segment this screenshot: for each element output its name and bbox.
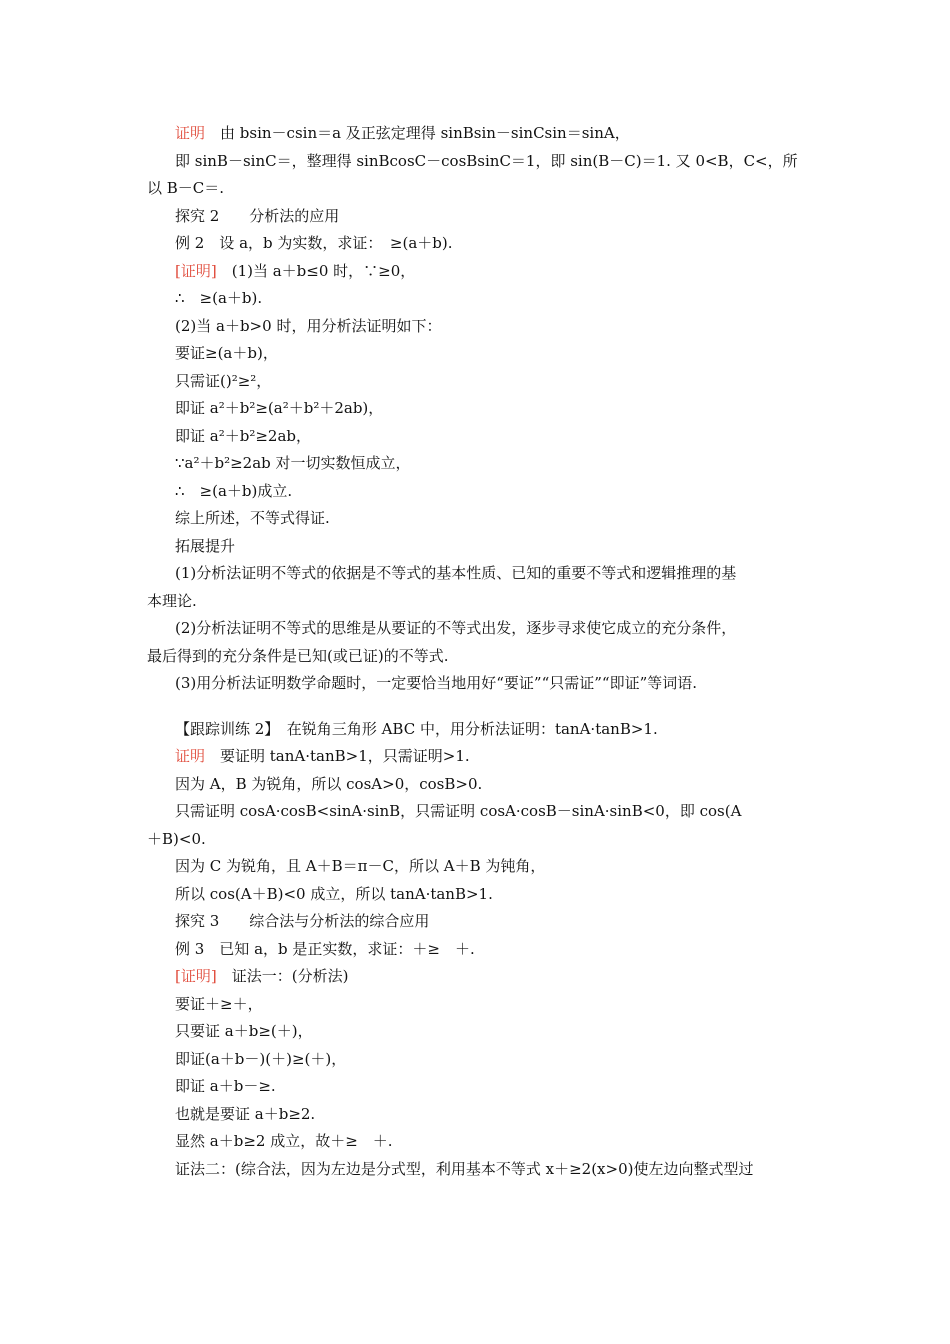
text-line xyxy=(175,560,815,588)
text-line xyxy=(147,826,815,854)
text-line xyxy=(147,643,815,671)
text-line xyxy=(175,203,815,231)
text-segment: 显然 a＋b≥2 成立，故＋≥ ＋. xyxy=(175,1132,393,1150)
text-segment: 以 B－C＝. xyxy=(147,179,225,197)
text-segment: (2)当 a＋b>0 时，用分析法证明如下： xyxy=(175,316,442,335)
text-segment: 要证＋≥＋， xyxy=(175,994,263,1013)
text-segment: 即 sinB－sinC＝，整理得 sinBcosC－cosBsinC＝1，即 sin(B－C)＝1. 又 0<B，C<，所 xyxy=(175,151,798,170)
text-segment: 即证 a²＋b²≥2ab， xyxy=(175,426,311,445)
text-line xyxy=(175,853,815,881)
text-segment: 即证(a＋b－)(＋)≥(＋)， xyxy=(175,1049,347,1068)
text-segment: 【跟踪训练 2】 在锐角三角形 ABC 中，用分析法证明：tanA·tanB>1. xyxy=(175,719,658,738)
text-line xyxy=(175,991,815,1019)
text-line xyxy=(175,1046,815,1074)
text-segment: 所以 cos(A＋B)<0 成立，所以 tanA·tanB>1. xyxy=(175,884,493,903)
text-segment: 例 2 设 a，b 为实数，求证： ≥(a＋b). xyxy=(175,234,453,252)
text-segment: 本理论. xyxy=(147,591,197,610)
text-segment: ∵a²＋b²≥2ab 对一切实数恒成立， xyxy=(175,454,411,472)
text-segment: 最后得到的充分条件是已知(或已证)的不等式. xyxy=(147,646,449,665)
text-line xyxy=(147,175,815,203)
text-segment: 要证明 tanA·tanB>1，只需证明>1. xyxy=(205,747,470,765)
text-segment: 也就是要证 a＋b≥2. xyxy=(175,1104,316,1123)
text-segment: 因为 C 为锐角，且 A＋B＝π－C，所以 A＋B 为钝角， xyxy=(175,857,546,875)
text-line xyxy=(175,450,815,478)
text-line xyxy=(175,340,815,368)
text-line xyxy=(175,1156,815,1184)
text-line xyxy=(175,478,815,506)
text-line xyxy=(147,588,815,616)
proof-label: 证明 xyxy=(175,124,206,142)
text-segment: ＋B)<0. xyxy=(147,829,206,848)
text-line xyxy=(175,936,815,964)
text-segment: 由 bsin－csin＝a 及正弦定理得 sinBsin－sinCsin＝sinA， xyxy=(205,124,630,142)
proof-label: [证明] xyxy=(175,967,217,985)
text-line xyxy=(175,395,815,423)
text-segment: 因为 A，B 为锐角，所以 cosA>0，cosB>0. xyxy=(175,774,483,793)
proof-label: [证明] xyxy=(175,261,217,280)
text-segment: (2)分析法证明不等式的思维是从要证的不等式出发，逐步寻求使它成立的充分条件， xyxy=(175,619,737,637)
text-segment: 只要证 a＋b≥(＋)， xyxy=(175,1022,313,1040)
text-line xyxy=(175,258,815,286)
text-line xyxy=(175,670,815,698)
text-line xyxy=(175,771,815,799)
text-line xyxy=(175,148,815,176)
text-line xyxy=(175,505,815,533)
text-segment: 只需证明 cosA·cosB<sinA·sinB，只需证明 cosA·cosB－sinA·sinB<0，即 cos(A xyxy=(175,802,742,820)
text-line xyxy=(175,533,815,561)
text-segment: 只需证()²≥²， xyxy=(175,371,272,390)
text-line xyxy=(175,615,815,643)
text-line xyxy=(175,963,815,991)
blank-gap xyxy=(175,698,815,716)
text-line xyxy=(175,1101,815,1129)
text-segment: 探究 2 分析法的应用 xyxy=(175,206,340,225)
text-line xyxy=(175,1128,815,1156)
text-line xyxy=(175,285,815,313)
text-line xyxy=(175,743,815,771)
text-segment: ∴ ≥(a＋b)成立. xyxy=(175,481,293,500)
text-segment: (3)用分析法证明数学命题时，一定要恰当地用好“要证”“只需证”“即证”等词语. xyxy=(175,674,698,692)
text-segment: (1)分析法证明不等式的依据是不等式的基本性质、已知的重要不等式和逻辑推理的基 xyxy=(175,564,737,582)
text-segment: ∴ ≥(a＋b). xyxy=(175,289,263,307)
text-line xyxy=(175,423,815,451)
text-segment: 例 3 已知 a，b 是正实数，求证：＋≥ ＋. xyxy=(175,939,475,958)
text-segment: 综上所述，不等式得证. xyxy=(175,509,330,527)
text-segment: 证法一：(分析法) xyxy=(216,967,349,985)
text-segment: (1)当 a＋b≤0 时，∵≥0， xyxy=(216,261,416,280)
text-line xyxy=(175,1018,815,1046)
text-line xyxy=(175,313,815,341)
text-segment: 即证 a²＋b²≥(a²＋b²＋2ab)， xyxy=(175,399,384,417)
text-line xyxy=(175,798,815,826)
text-line xyxy=(175,908,815,936)
text-line xyxy=(175,881,815,909)
text-line xyxy=(175,716,815,744)
text-line xyxy=(175,368,815,396)
document-body xyxy=(147,120,815,1183)
text-line xyxy=(175,230,815,258)
text-segment: 拓展提升 xyxy=(175,536,236,555)
text-segment: 探究 3 综合法与分析法的综合应用 xyxy=(175,912,430,930)
text-segment: 要证≥(a＋b)， xyxy=(175,344,278,362)
text-segment: 证法二：(综合法，因为左边是分式型，利用基本不等式 x＋≥2(x>0)使左边向整式型过 xyxy=(175,1159,754,1178)
text-line xyxy=(175,1073,815,1101)
text-segment: 即证 a＋b－≥. xyxy=(175,1077,276,1095)
text-line xyxy=(175,120,815,148)
proof-label: 证明 xyxy=(175,747,206,765)
